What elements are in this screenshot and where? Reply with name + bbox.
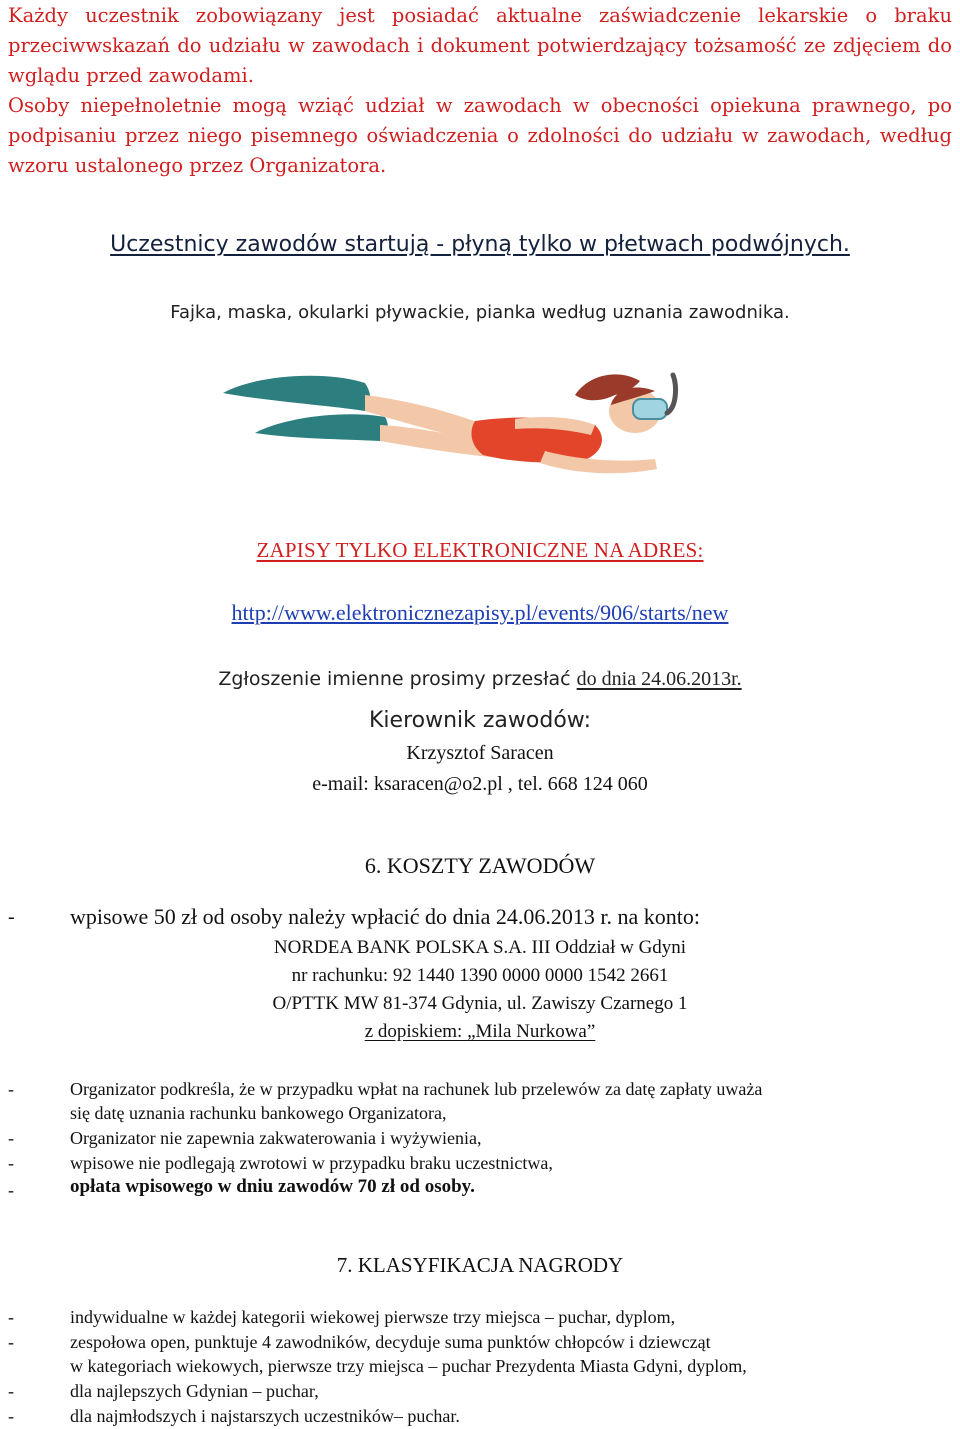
fin-upper-icon [223, 376, 370, 411]
list-dash: - [8, 1153, 14, 1173]
deadline-prefix: Zgłoszenie imienne prosimy przesłać [218, 668, 577, 690]
list-item: się datę uznania rachunku bankowego Organizatora, [70, 1103, 447, 1123]
list-item: opłata wpisowego w dniu zawodów 70 zł od osoby. [70, 1176, 475, 1197]
list-dash: - [8, 1079, 14, 1099]
deadline-text [0, 668, 960, 691]
manager-name: Krzysztof Saracen [406, 742, 554, 764]
list-item: wpisowe nie podlegają zwrotowi w przypadku braku uczestnictwa, [70, 1153, 553, 1173]
intro-paragraph-1: Każdy uczestnik zobowiązany jest posiadać aktualne zaświadczenie lekarskie o braku przeciwwskazań do udziału w zawodach i dokument potwierdzający tożsamość ze zdjęciem do wglądu przed zawodami. [8, 4, 952, 87]
list-dash: - [8, 1307, 14, 1327]
list-item: zespołowa open, punktuje 4 zawodników, decyduje suma punktów chłopców i dziewcząt [70, 1332, 711, 1352]
account-number: nr rachunku: 92 1440 1390 0000 0000 1542 2661 [291, 965, 669, 986]
registration-link[interactable]: http://www.elektronicznezapisy.pl/events/906/starts/new [231, 600, 729, 625]
memo-label: z dopiskiem: [364, 1021, 468, 1042]
list-dash: - [8, 1406, 14, 1426]
deadline-date: do dnia 24.06.2013r. [576, 668, 742, 690]
list-dash: - [8, 1180, 14, 1200]
manager-heading: Kierownik zawodów: [369, 708, 591, 733]
list-dash: - [8, 1128, 14, 1148]
list-dash: - [8, 1332, 14, 1352]
memo-value: „Mila Nurkowa” [467, 1021, 596, 1042]
list-item: w kategoriach wiekowych, pierwsze trzy miejsca – puchar Prezydenta Miasta Gdyni, dyplom, [70, 1356, 747, 1376]
bank-name: NORDEA BANK POLSKA S.A. III Oddział w Gdyni [273, 937, 687, 958]
costs-heading: 6. KOSZTY ZAWODÓW [364, 853, 596, 878]
list-item: Organizator podkreśla, że w przypadku wpłat na rachunek lub przelewów za datę zapłaty uważa [70, 1079, 763, 1099]
list-dash: - [8, 1381, 14, 1401]
fins-heading: Uczestnicy zawodów startują - płyną tylko w płetwach podwójnych. [110, 232, 850, 257]
intro-paragraph-2: Osoby niepełnoletnie mogą wziąć udział w zawodach w obecności opiekuna prawnego, po podpisaniu przez niego pisemnego oświadczenia o zdolności do udziału w zawodach, według wzoru ustalonego przez Organizatora. [8, 94, 952, 177]
prizes-heading: 7. KLASYFIKACJA NAGRODY [336, 1253, 624, 1277]
list-item: dla najmłodszych i najstarszych uczestników– puchar. [70, 1406, 460, 1426]
fin-lower-icon [255, 414, 388, 441]
transfer-memo [0, 1021, 960, 1043]
list-dash: - [8, 906, 15, 928]
manager-contact: e-mail: ksaracen@o2.pl , tel. 668 124 060 [312, 773, 648, 795]
bank-address: O/PTTK MW 81-374 Gdynia, ul. Zawiszy Czarnego 1 [272, 993, 688, 1014]
swimmer-illustration [215, 355, 685, 490]
registration-heading: ZAPISY TYLKO ELEKTRONICZNE NA ADRES: [256, 538, 704, 562]
list-item: dla najlepszych Gdynian – puchar, [70, 1381, 319, 1401]
fee-line: wpisowe 50 zł od osoby należy wpłacić do dnia 24.06.2013 r. na konto: [70, 904, 700, 929]
list-item: Organizator nie zapewnia zakwaterowania i wyżywienia, [70, 1128, 482, 1148]
equipment-note: Fajka, maska, okularki pływackie, pianka według uznania zawodnika. [170, 302, 790, 323]
list-item: indywidualne w każdej kategorii wiekowej pierwsze trzy miejsca – puchar, dyplom, [70, 1307, 676, 1327]
